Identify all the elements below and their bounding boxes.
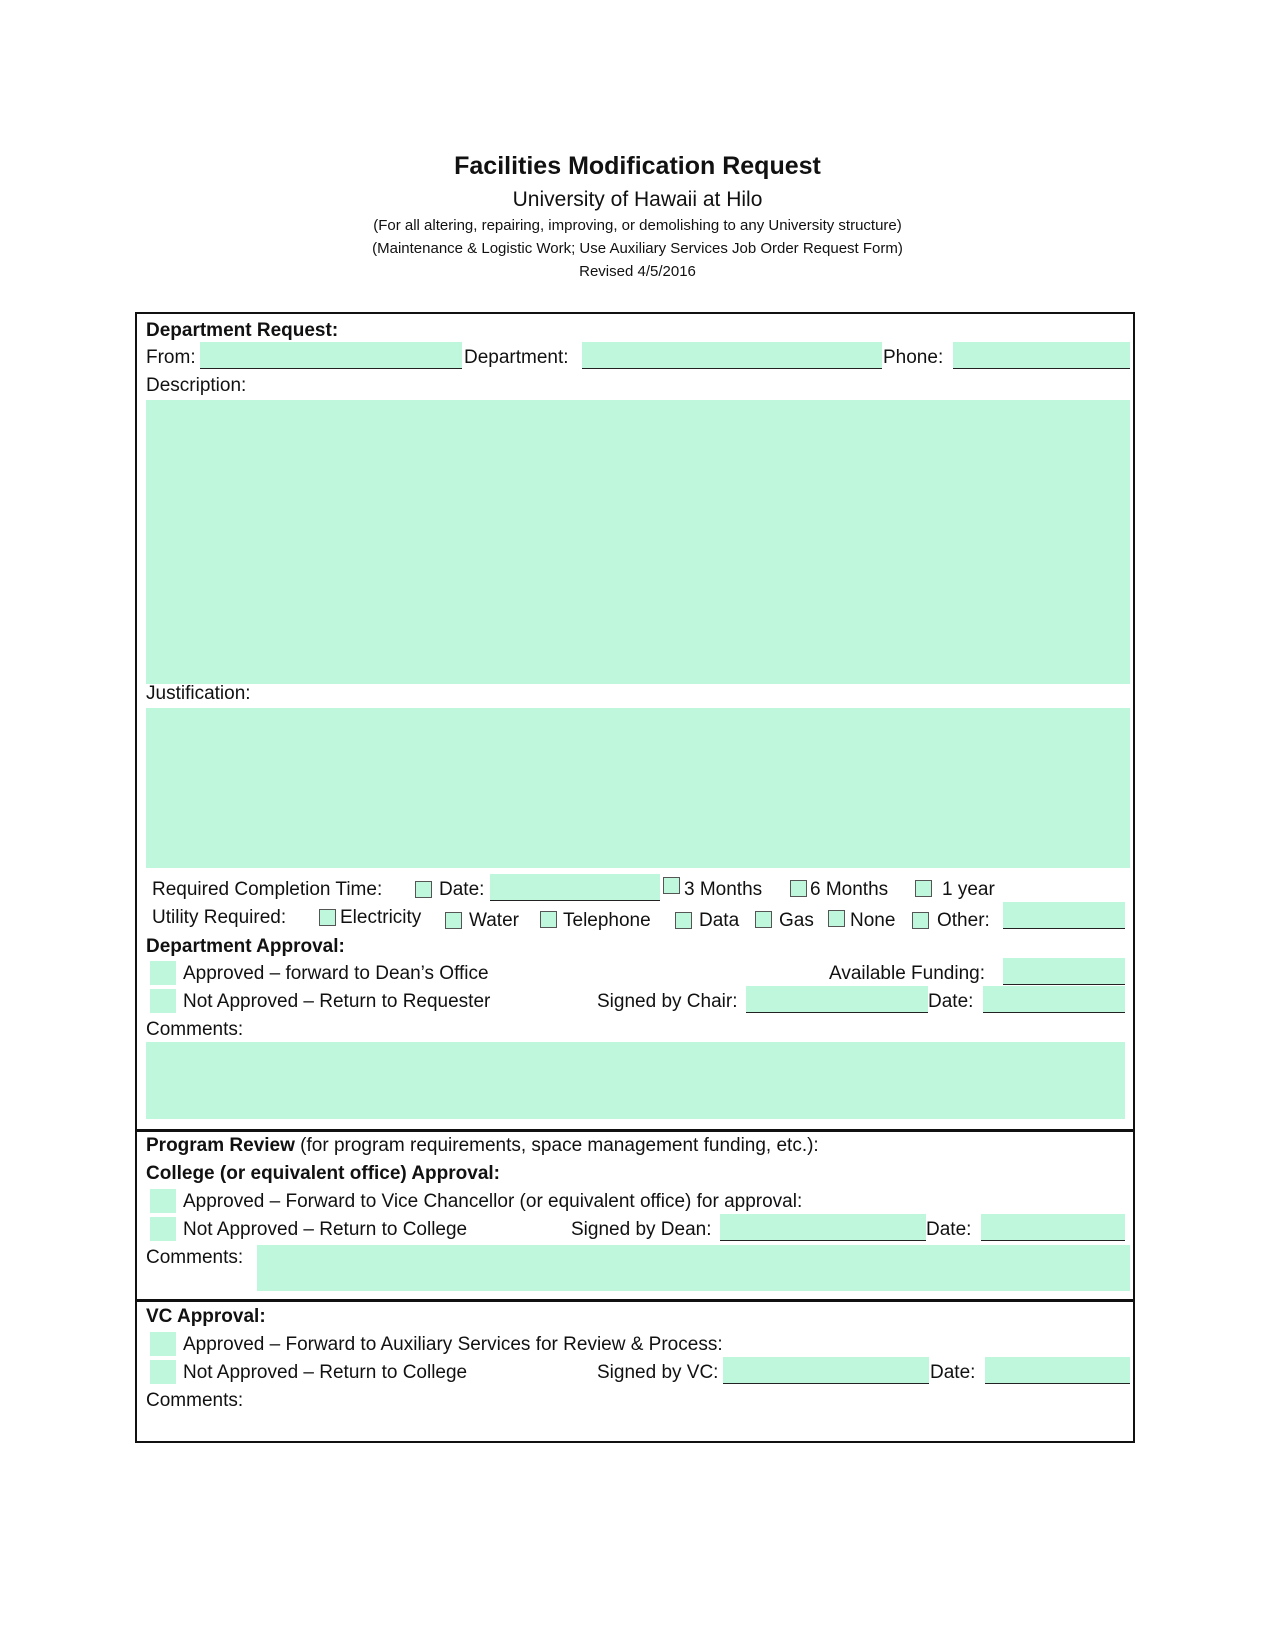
dept-comments-textarea[interactable] xyxy=(146,1042,1125,1119)
completion-date-label: Date: xyxy=(439,879,485,900)
six-months-label: 6 Months xyxy=(810,879,889,900)
vc-not-approved-label: Not Approved – Return to College xyxy=(183,1362,468,1383)
dean-date-field[interactable] xyxy=(981,1214,1125,1241)
dept-approved-checkbox[interactable] xyxy=(150,961,176,985)
water-label: Water xyxy=(469,910,519,931)
phone-label: Phone: xyxy=(883,347,944,368)
department-label: Department: xyxy=(464,347,569,368)
revised-date: Revised 4/5/2016 xyxy=(579,263,696,280)
vc-comments-label: Comments: xyxy=(146,1390,244,1411)
program-review-heading xyxy=(146,1135,819,1157)
available-funding-label: Available Funding: xyxy=(829,963,985,984)
signed-by-chair-label: Signed by Chair: xyxy=(597,991,738,1012)
from-label: From: xyxy=(146,347,196,368)
scope-note: (For all altering, repairing, improving, or demolishing to any University structure) xyxy=(373,217,902,234)
electricity-checkbox[interactable] xyxy=(319,909,336,926)
justification-label: Justification: xyxy=(146,683,251,704)
vc-signature-field[interactable] xyxy=(723,1357,929,1384)
vc-date-field[interactable] xyxy=(985,1357,1130,1384)
description-label: Description: xyxy=(146,375,247,396)
dept-comments-label: Comments: xyxy=(146,1019,244,1040)
description-textarea[interactable] xyxy=(146,400,1130,684)
maintenance-note: (Maintenance & Logistic Work; Use Auxiliary Services Job Order Request Form) xyxy=(372,240,903,257)
utility-required-label: Utility Required: xyxy=(152,907,287,928)
form-subtitle: University of Hawaii at Hilo xyxy=(512,188,763,211)
gas-label: Gas xyxy=(779,910,814,931)
dept-not-approved-checkbox[interactable] xyxy=(150,989,176,1013)
six-months-checkbox[interactable] xyxy=(790,880,807,897)
telephone-label: Telephone xyxy=(563,910,651,931)
department-request-heading: Department Request: xyxy=(146,320,339,341)
one-year-checkbox[interactable] xyxy=(915,880,932,897)
available-funding-field[interactable] xyxy=(1003,958,1125,985)
department-field[interactable] xyxy=(582,342,882,369)
water-checkbox[interactable] xyxy=(445,912,462,929)
three-months-checkbox[interactable] xyxy=(663,877,680,894)
vc-approved-checkbox[interactable] xyxy=(150,1332,176,1356)
dean-signature-field[interactable] xyxy=(720,1214,926,1241)
chair-signature-field[interactable] xyxy=(746,986,928,1013)
one-year-label: 1 year xyxy=(942,879,995,900)
signed-by-dean-label: Signed by Dean: xyxy=(571,1219,712,1240)
signed-by-vc-label: Signed by VC: xyxy=(597,1362,719,1383)
college-not-approved-label: Not Approved – Return to College xyxy=(183,1219,468,1240)
other-utility-field[interactable] xyxy=(1003,902,1125,929)
vc-date-label: Date: xyxy=(930,1362,976,1383)
vc-not-approved-checkbox[interactable] xyxy=(150,1360,176,1384)
program-review-note: (for program requirements, space management funding, etc.): xyxy=(294,1135,819,1156)
none-checkbox[interactable] xyxy=(828,910,845,927)
chair-date-label: Date: xyxy=(928,991,974,1012)
completion-date-field[interactable] xyxy=(490,874,660,901)
college-comments-textarea[interactable] xyxy=(257,1245,1130,1291)
college-approved-label: Approved – Forward to Vice Chancellor (or equivalent office) for approval: xyxy=(183,1191,803,1212)
college-comments-label: Comments: xyxy=(146,1247,244,1268)
data-checkbox[interactable] xyxy=(675,912,692,929)
three-months-label: 3 Months xyxy=(684,879,763,900)
college-approval-heading: College (or equivalent office) Approval: xyxy=(146,1163,501,1184)
electricity-label: Electricity xyxy=(340,907,422,928)
gas-checkbox[interactable] xyxy=(755,911,772,928)
dept-approved-label: Approved – forward to Dean’s Office xyxy=(183,963,489,984)
none-label: None xyxy=(850,910,896,931)
completion-date-checkbox[interactable] xyxy=(415,881,432,898)
college-approved-checkbox[interactable] xyxy=(150,1189,176,1213)
from-field[interactable] xyxy=(200,342,462,369)
completion-time-label: Required Completion Time: xyxy=(152,879,383,900)
other-label: Other: xyxy=(937,910,990,931)
vc-approval-heading: VC Approval: xyxy=(146,1306,266,1327)
college-not-approved-checkbox[interactable] xyxy=(150,1217,176,1241)
department-approval-heading: Department Approval: xyxy=(146,936,345,957)
other-checkbox[interactable] xyxy=(912,912,929,929)
form-title: Facilities Modification Request xyxy=(454,152,821,180)
chair-date-field[interactable] xyxy=(983,986,1125,1013)
dept-not-approved-label: Not Approved – Return to Requester xyxy=(183,991,491,1012)
vc-approved-label: Approved – Forward to Auxiliary Services for Review & Process: xyxy=(183,1334,723,1355)
program-review-title: Program Review xyxy=(146,1135,295,1156)
justification-textarea[interactable] xyxy=(146,708,1130,868)
dean-date-label: Date: xyxy=(926,1219,972,1240)
data-label: Data xyxy=(699,910,740,931)
telephone-checkbox[interactable] xyxy=(540,911,557,928)
phone-field[interactable] xyxy=(953,342,1130,369)
